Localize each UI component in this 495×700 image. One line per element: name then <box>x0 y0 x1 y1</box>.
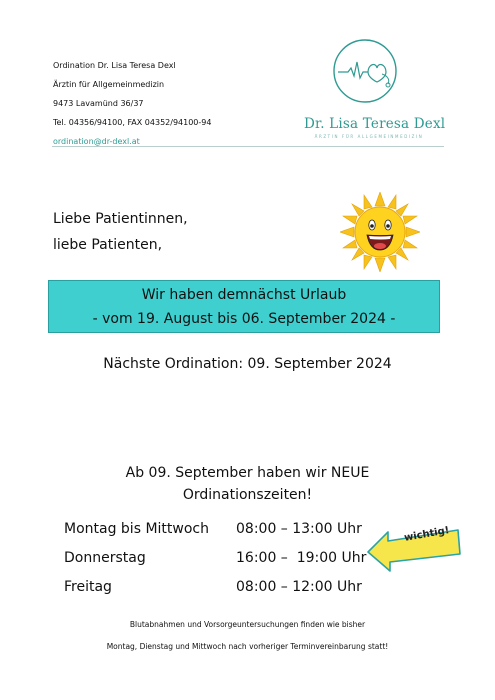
logo-subtitle: ÄRZTIN FÜR ALLGEMEINMEDIZIN <box>314 134 424 139</box>
smiling-sun-icon <box>340 192 420 272</box>
logo-name: Dr. Lisa Teresa Dexl <box>304 116 446 132</box>
important-callout-label: wichtig! <box>403 525 451 544</box>
office-hours-day: Freitag <box>64 578 112 595</box>
vacation-banner <box>48 280 440 333</box>
office-hours-row <box>64 514 366 543</box>
practice-phone-fax: Tel. 04356/94100, FAX 04352/94100-94 <box>53 118 212 127</box>
footer-line-1: Blutabnahmen und Vorsorgeuntersuchungen finden wie bisher <box>129 620 366 629</box>
new-hours-announcement <box>0 462 495 506</box>
footer-note <box>0 614 495 658</box>
header-divider <box>52 146 444 147</box>
practice-email-link[interactable]: ordination@dr-dexl.at <box>53 137 140 146</box>
new-hours-line-2: Ordinationszeiten! <box>182 487 313 503</box>
greeting-line-1: Liebe Patientinnen, <box>53 211 188 227</box>
practice-logo <box>300 38 446 148</box>
office-hours-row <box>64 572 366 601</box>
greeting-line-2: liebe Patienten, <box>53 237 163 253</box>
office-hours-time: 08:00 – 13:00 Uhr <box>236 520 362 537</box>
office-hours-time: 08:00 – 12:00 Uhr <box>236 578 362 595</box>
heartbeat-stethoscope-icon <box>332 38 398 104</box>
office-hours-day: Donnerstag <box>64 549 146 566</box>
practice-header <box>53 56 211 151</box>
office-hours-table <box>64 514 366 601</box>
footer-line-2: Montag, Dienstag und Mittwoch nach vorheriger Terminvereinbarung statt! <box>106 642 389 651</box>
greeting <box>53 206 188 258</box>
office-hours-time: 16:00 – 19:00 Uhr <box>236 549 367 566</box>
office-hours-row <box>64 543 366 572</box>
practice-address: 9473 Lavamünd 36/37 <box>53 99 144 108</box>
practice-name: Ordination Dr. Lisa Teresa Dexl <box>53 61 176 70</box>
practice-title: Ärztin für Allgemeinmedizin <box>53 80 165 89</box>
next-ordination: Nächste Ordination: 09. September 2024 <box>103 356 392 372</box>
vacation-banner-dates: - vom 19. August bis 06. September 2024 - <box>92 311 396 327</box>
new-hours-line-1: Ab 09. September haben wir NEUE <box>125 465 370 481</box>
vacation-banner-title: Wir haben demnächst Urlaub <box>141 287 347 303</box>
office-hours-day: Montag bis Mittwoch <box>64 520 209 537</box>
